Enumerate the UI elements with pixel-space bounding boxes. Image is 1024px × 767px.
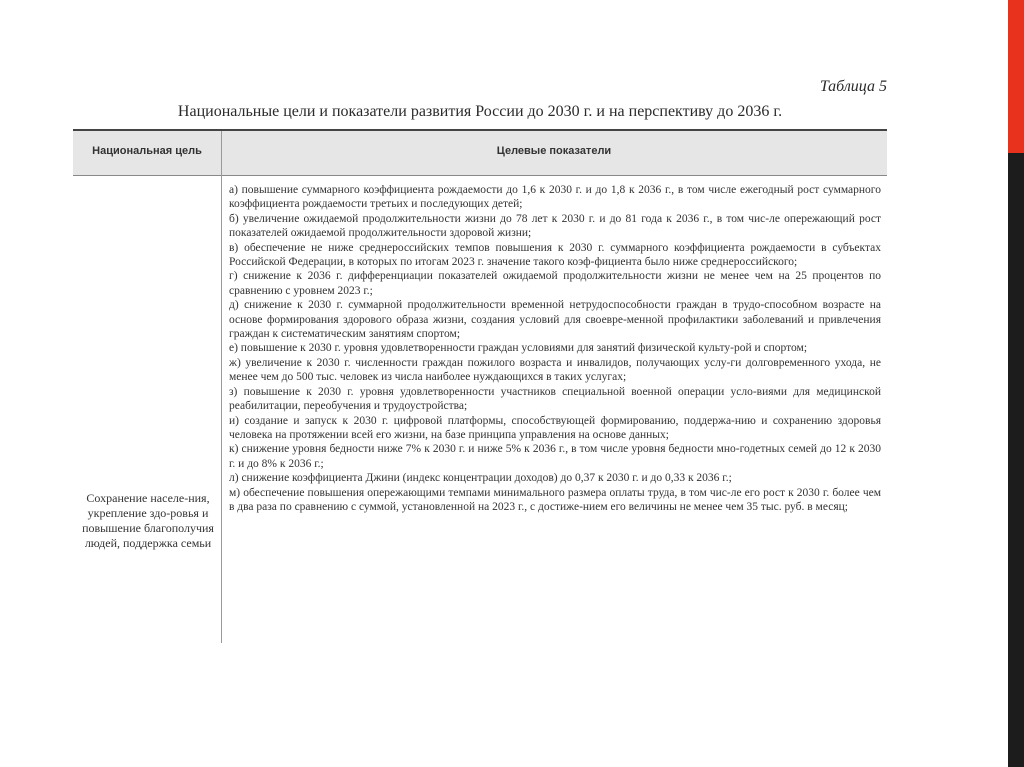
indicator-item: а) повышение суммарного коэффициента рождаемости до 1,6 к 2030 г. и до 1,8 к 2036 г., в том числе ежегодный рост суммарного коэффициента рождаемости третьих и последующих детей; — [229, 184, 881, 211]
header-goal: Национальная цель — [92, 145, 202, 157]
dark-side-bar — [1008, 153, 1024, 767]
indicator-item: л) снижение коэффициента Джини (индекс концентрации доходов) до 0,37 к 2030 г. и до 0,33 к 2036 г.; — [229, 472, 732, 485]
goal-cell — [73, 175, 221, 643]
indicator-item: б) увеличение ожидаемой продолжительности жизни до 78 лет к 2030 г. и до 81 года к 2036 г., в том чис-ле опережающий рост показателей ожидаемой продолжительности здоровой жизни; — [229, 212, 881, 240]
indicator-item: д) снижение к 2030 г. суммарной продолжительности временной нетрудоспособности граждан в трудо-способном возрасте на основе формирования здорового образа жизни, создания условий для своевре-менной профилактики заболеваний и привлечения граждан к систематическим занятиям спортом; — [229, 299, 881, 341]
indicator-item: е) повышение к 2030 г. уровня удовлетворенности граждан условиями для занятий физической культу-рой и спортом; — [229, 342, 808, 355]
table-number: Таблица 5 — [819, 78, 887, 95]
red-accent-bar — [1008, 0, 1024, 153]
table-header — [73, 131, 887, 176]
indicator-item: г) снижение к 2036 г. дифференциации показателей ожидаемой продолжительности жизни не менее чем на 25 процентов по сравнению с уровнем 2023 г.; — [229, 270, 881, 297]
indicator-item: в) обеспечение не ниже среднероссийских темпов повышения к 2030 г. суммарного коэффициента рождаемости в субъектах Российской Федерации, в которых по итогам 2023 г. значение такого коэф-фициента было ниже среднероссийского; — [229, 241, 881, 269]
indicator-item: и) создание и запуск к 2030 г. цифровой платформы, способствующей формированию, поддержа-нию и сохранению здоровья человека на протяжении всей его жизни, на базе принципа управления на основе данных; — [229, 414, 881, 441]
header-indicators: Целевые показатели — [496, 145, 612, 157]
indicator-item: м) обеспечение повышения опережающими темпами минимального размера оплаты труда, в том чис-ле его рост к 2030 г. более чем в два раза по сравнению с суммой, установленной на 2023 г., с достиже-нием его величины не менее чем 35 тыс. руб. в месяц; — [229, 486, 881, 513]
indicators-cell — [222, 175, 887, 643]
goals-table — [73, 129, 887, 643]
indicator-item: к) снижение уровня бедности ниже 7% к 2030 г. и ниже 5% к 2036 г., в том числе уровня бедности мно-годетных семей до 12 к 2030 г. и до 8% к 2036 г.; — [229, 443, 881, 470]
indicator-item: ж) увеличение к 2030 г. численности граждан пожилого возраста и инвалидов, получающих услу-ги долговременного ухода, не менее чем до 500 тыс. человек из числа наиболее нуждающихся в таких услугах; — [229, 356, 881, 384]
indicators-list — [229, 183, 881, 514]
indicator-item: з) повышение к 2030 г. уровня удовлетворенности участников специальной военной операции усло-виями для медицинской реабилитации, переобучения и трудоустройства; — [229, 385, 881, 413]
table-title: Национальные цели и показатели развития России до 2030 г. и на перспективу до 2036 г. — [177, 103, 783, 120]
goal-text: Сохранение населе-ния, укрепление здо-ровья и повышение благополучия людей, поддержка семьи — [82, 491, 214, 550]
